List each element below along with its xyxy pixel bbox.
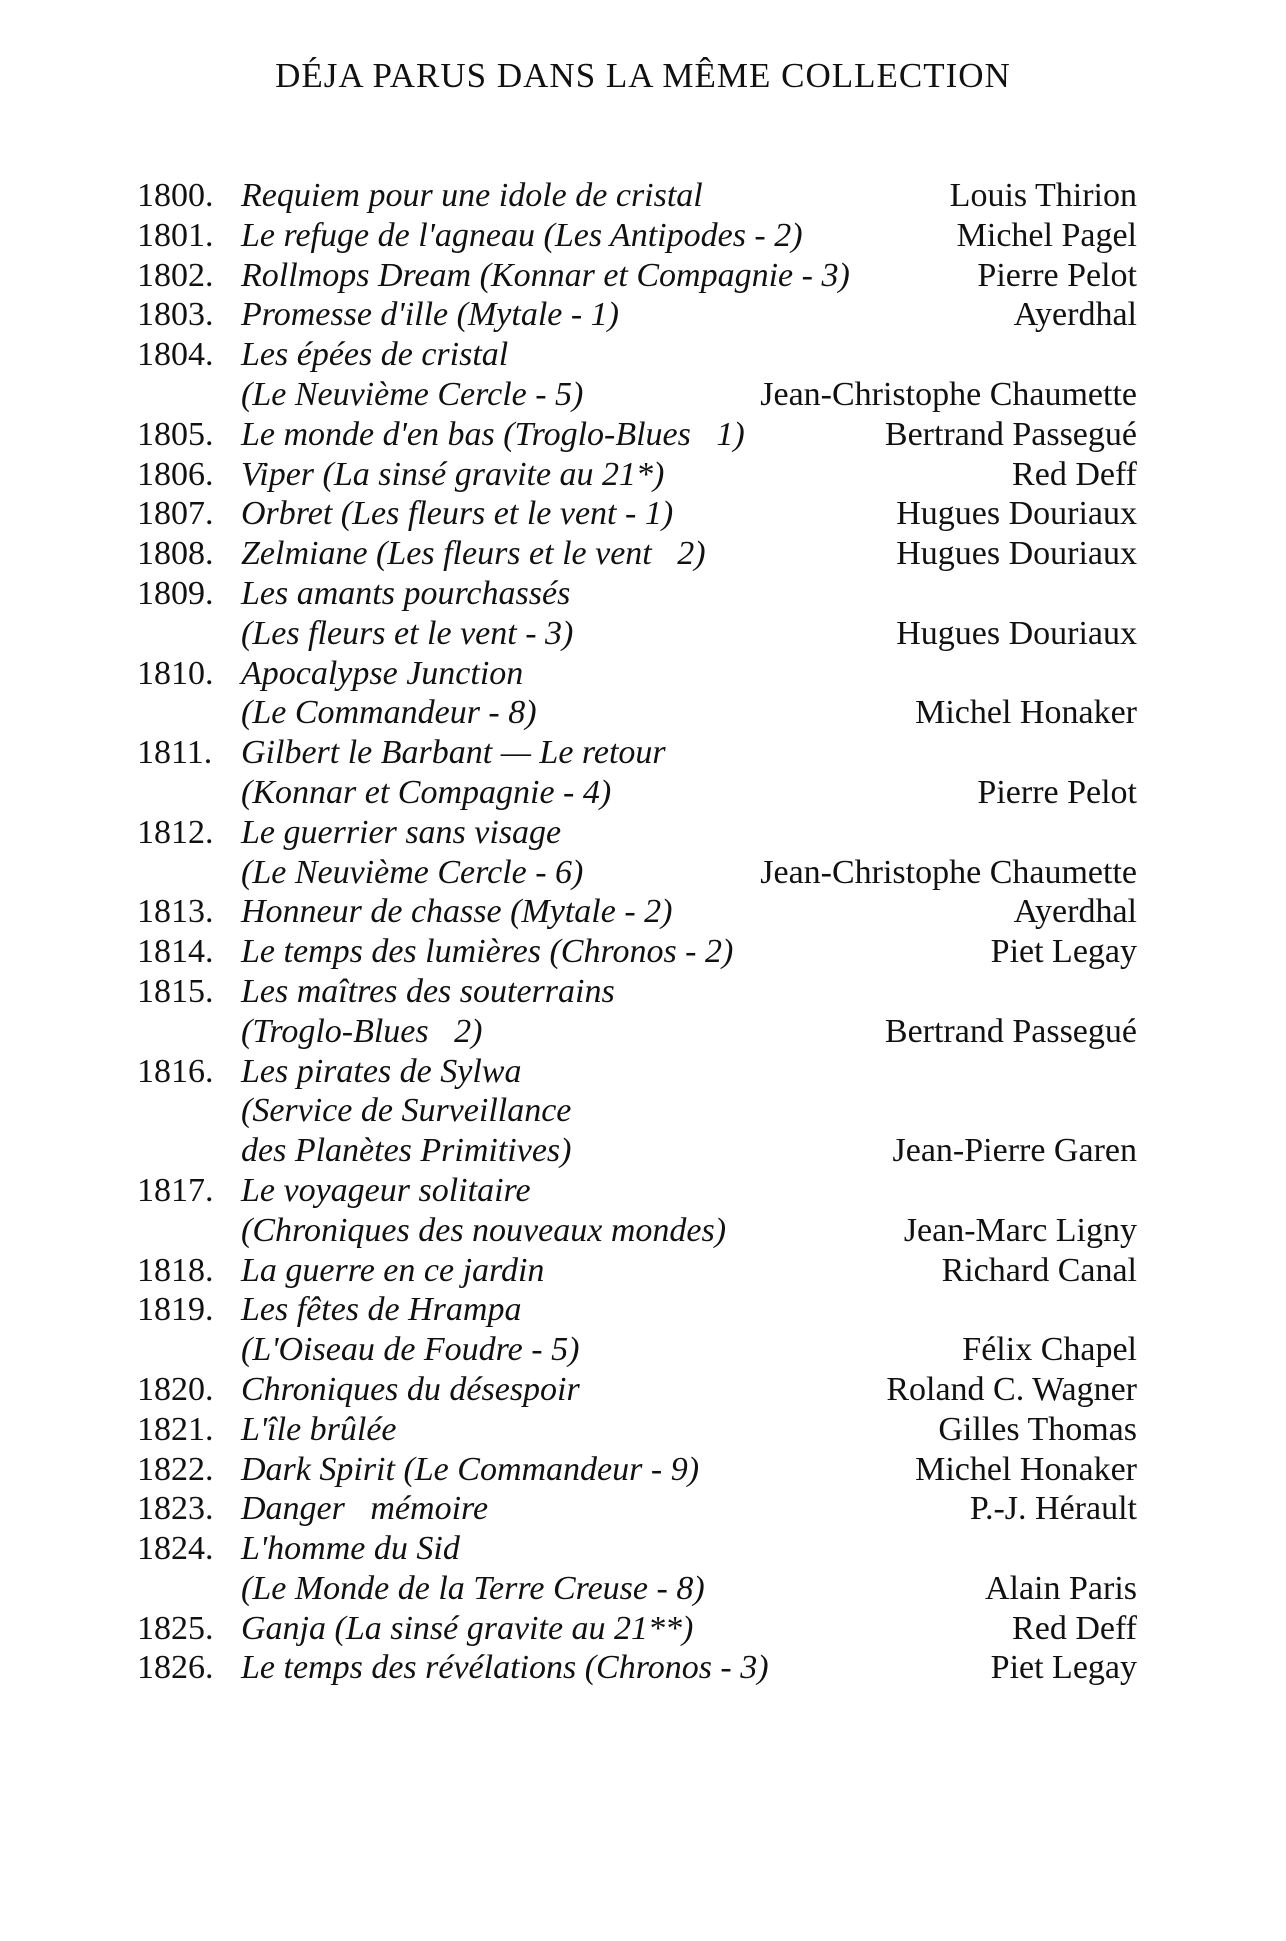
list-item-line [137, 1052, 1137, 1092]
entry-title: Apocalypse Junction [241, 654, 524, 692]
list-item-line [137, 892, 1137, 932]
entry-title: des Planètes Primitives) [241, 1132, 572, 1170]
entry-author: Michel Honaker [915, 694, 1137, 732]
entry-number: 1810. [137, 654, 214, 692]
entry-title: Chroniques du désespoir [241, 1370, 580, 1408]
list-item-line [137, 1330, 1137, 1370]
list-item-line [137, 773, 1137, 813]
entry-title: (Chroniques des nouveaux mondes) [241, 1211, 727, 1249]
entry-number: 1822. [137, 1450, 214, 1488]
list-item-line [137, 1370, 1137, 1410]
entry-author: P.-J. Hérault [969, 1490, 1137, 1528]
list-item-line [137, 1290, 1137, 1330]
entry-number: 1821. [137, 1410, 214, 1448]
list-item-line [137, 1648, 1137, 1688]
list-item-line [137, 614, 1137, 654]
entry-title: Viper (La sinsé gravite au 21*) [241, 455, 665, 493]
entry-number: 1820. [137, 1370, 214, 1408]
entry-title: Orbret (Les fleurs et le vent - 1) [241, 495, 674, 533]
entry-title: (Konnar et Compagnie - 4) [241, 773, 612, 811]
entry-title: Le guerrier sans visage [241, 813, 562, 851]
list-item-line [137, 733, 1137, 773]
list-item-line [137, 1450, 1137, 1490]
entry-author: Félix Chapel [962, 1331, 1137, 1369]
entry-title: Les amants pourchassés [241, 574, 571, 612]
list-item-line [137, 1211, 1137, 1251]
entry-title: Les fêtes de Hrampa [241, 1291, 522, 1329]
entry-author: Alain Paris [984, 1569, 1137, 1607]
list-item-line [137, 335, 1137, 375]
entry-title: Le temps des lumières (Chronos - 2) [241, 933, 734, 971]
list-item-line [137, 534, 1137, 574]
entry-number: 1816. [137, 1052, 214, 1090]
entry-title: Rollmops Dream (Konnar et Compagnie - 3) [241, 256, 850, 294]
entry-number: 1813. [137, 893, 214, 931]
entry-author: Piet Legay [990, 1649, 1137, 1687]
entry-number: 1802. [137, 256, 214, 294]
entry-number: 1800. [137, 177, 214, 214]
book-list [137, 176, 1137, 1688]
entry-number: 1823. [137, 1490, 214, 1528]
entry-number: 1807. [137, 495, 214, 533]
entry-author: Piet Legay [990, 933, 1137, 971]
entry-author: Red Deff [1012, 455, 1137, 493]
entry-number: 1811. [137, 734, 213, 772]
list-item-line [137, 972, 1137, 1012]
entry-author: Pierre Pelot [977, 773, 1137, 811]
list-item-line [137, 1131, 1137, 1171]
entry-number: 1819. [137, 1291, 214, 1329]
entry-title: Zelmiane (Les fleurs et le vent 2) [241, 535, 706, 573]
entry-author: Michel Pagel [956, 216, 1137, 254]
list-item-line [137, 813, 1137, 853]
entry-number: 1815. [137, 972, 214, 1010]
entry-title: Danger mémoire [241, 1490, 489, 1528]
entry-title: Le voyageur solitaire [241, 1171, 531, 1209]
entry-author: Hugues Douriaux [896, 614, 1137, 652]
entry-number: 1818. [137, 1251, 214, 1289]
list-item-line [137, 1091, 1137, 1131]
list-item-line [137, 415, 1137, 455]
entry-author: Louis Thirion [949, 177, 1137, 214]
entry-title: (Le Neuvième Cercle - 5) [241, 375, 584, 413]
entry-author: Ayerdhal [1013, 296, 1137, 334]
entry-title: (L'Oiseau de Foudre - 5) [241, 1331, 580, 1369]
entry-number: 1808. [137, 535, 214, 573]
entry-number: 1817. [137, 1171, 214, 1209]
entry-author: Pierre Pelot [977, 256, 1137, 294]
list-item-line [137, 176, 1137, 216]
entry-title: La guerre en ce jardin [241, 1251, 545, 1289]
entry-title: (Le Commandeur - 8) [241, 694, 537, 732]
entry-title: Le refuge de l'agneau (Les Antipodes - 2) [241, 216, 803, 254]
entry-number: 1803. [137, 296, 214, 334]
entry-author: Jean-Christophe Chaumette [760, 375, 1137, 413]
entry-number: 1804. [137, 336, 214, 374]
list-item-line [137, 256, 1137, 296]
entry-title: Les épées de cristal [241, 336, 509, 374]
entry-number: 1824. [137, 1530, 214, 1568]
list-item-line [137, 1251, 1137, 1291]
entry-number: 1825. [137, 1609, 214, 1647]
list-item-line [137, 295, 1137, 335]
entry-author: Roland C. Wagner [886, 1370, 1137, 1408]
list-item-line [137, 455, 1137, 495]
entry-author: Bertrand Passegué [884, 415, 1137, 453]
entry-author: Michel Honaker [915, 1450, 1137, 1488]
list-item-line [137, 1012, 1137, 1052]
list-item-line [137, 654, 1137, 694]
entry-author: Ayerdhal [1013, 893, 1137, 931]
entry-number: 1809. [137, 574, 214, 612]
list-item-line [137, 1569, 1137, 1609]
entry-title: Dark Spirit (Le Commandeur - 9) [241, 1450, 700, 1488]
entry-title: Gilbert le Barbant — Le retour [241, 734, 666, 772]
entry-title: (Les fleurs et le vent - 3) [241, 614, 574, 652]
list-item-line [137, 494, 1137, 534]
entry-title: L'île brûlée [241, 1410, 397, 1448]
list-item-line [137, 693, 1137, 733]
entry-title: Les pirates de Sylwa [241, 1052, 522, 1090]
list-item-line [137, 853, 1137, 893]
entry-title: L'homme du Sid [241, 1530, 460, 1568]
entry-author: Hugues Douriaux [896, 535, 1137, 573]
list-item-line [137, 1609, 1137, 1649]
list-item-line [137, 1529, 1137, 1569]
entry-author: Red Deff [1012, 1609, 1137, 1647]
entry-number: 1812. [137, 813, 214, 851]
entry-number: 1826. [137, 1649, 214, 1687]
entry-title: Le temps des révélations (Chronos - 3) [241, 1649, 769, 1687]
entry-number: 1805. [137, 415, 214, 453]
entry-number: 1806. [137, 455, 214, 493]
entry-author: Jean-Christophe Chaumette [760, 853, 1137, 891]
entry-title: Les maîtres des souterrains [241, 972, 615, 1010]
entry-title: Honneur de chasse (Mytale - 2) [241, 893, 673, 931]
list-item-line [137, 932, 1137, 972]
entry-title: (Le Neuvième Cercle - 6) [241, 853, 584, 891]
entry-author: Richard Canal [941, 1251, 1137, 1289]
entry-title: (Le Monde de la Terre Creuse - 8) [241, 1569, 705, 1607]
entry-author: Gilles Thomas [938, 1410, 1137, 1448]
entry-author: Hugues Douriaux [896, 495, 1137, 533]
list-item-line [137, 1171, 1137, 1211]
entry-author: Jean-Pierre Garen [892, 1132, 1137, 1170]
entry-number: 1801. [137, 216, 214, 254]
entry-author: Bertrand Passegué [884, 1012, 1137, 1050]
entry-title: (Troglo-Blues 2) [241, 1012, 483, 1050]
entry-title: Le monde d'en bas (Troglo-Blues 1) [241, 415, 745, 453]
entry-title: Promesse d'ille (Mytale - 1) [241, 296, 620, 334]
entry-title: Requiem pour une idole de cristal [241, 177, 703, 214]
page-title: DÉJA PARUS DANS LA MÊME COLLECTION [275, 56, 1011, 95]
list-item-line [137, 375, 1137, 415]
list-item-line [137, 1489, 1137, 1529]
entry-number: 1814. [137, 933, 214, 971]
entry-title: (Service de Surveillance [241, 1092, 572, 1130]
entry-title: Ganja (La sinsé gravite au 21**) [241, 1609, 694, 1647]
list-item-line [137, 1410, 1137, 1450]
entry-author: Jean-Marc Ligny [903, 1211, 1137, 1249]
list-item-line [137, 216, 1137, 256]
list-item-line [137, 574, 1137, 614]
